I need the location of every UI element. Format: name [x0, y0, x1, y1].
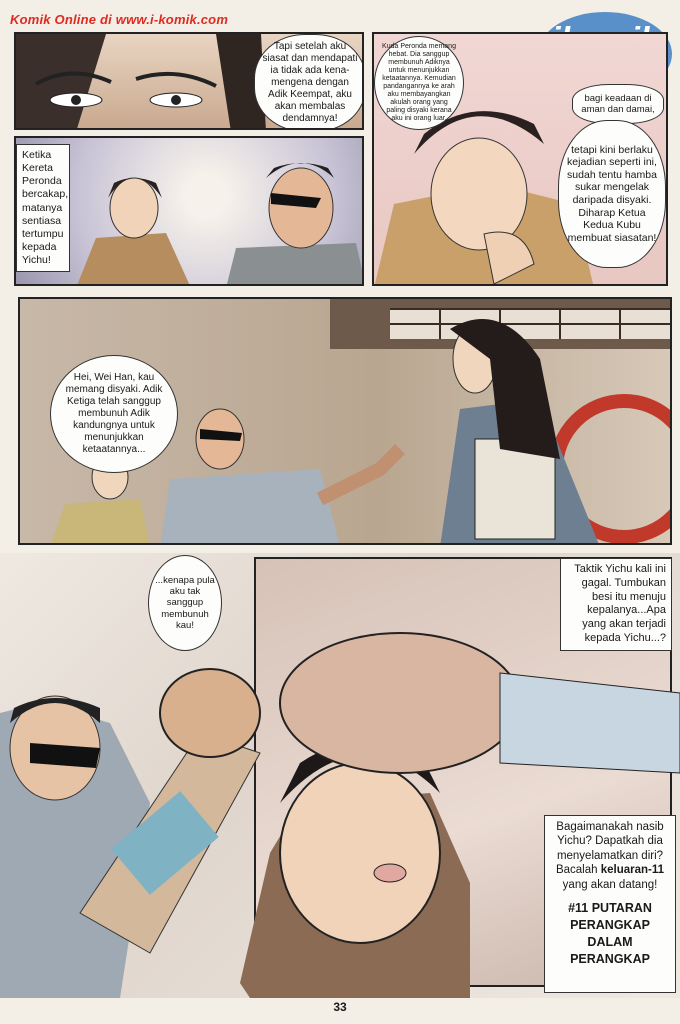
- watermark: Komik Online di www.i-komik.com: [10, 12, 229, 27]
- speech-bubble-top-fragment: bagi keadaan di aman dan damai,: [572, 84, 664, 124]
- page-number: 33: [333, 1000, 347, 1014]
- next-issue-title: #11 PUTARAN PERANGKAP DALAM PERANGKAP: [568, 900, 652, 966]
- next-issue-question: Bagaimanakah nasib Yichu? Dapatkah dia menyelamatkan diri? Bacalah: [555, 821, 664, 877]
- caption-kereta-peronda: Ketika Kereta Peronda bercakap, matanya sentiasa tertumpu kepada Yichu!: [16, 144, 70, 272]
- next-issue-suffix: yang akan datang!: [562, 878, 658, 891]
- speech-bubble-kuda-peronda: Kuda Peronda memang hebat. Dia sanggup membunuh Adiknya untuk menunjukkan ketaatannya. Kemudian pandangannya ke arah aku membayangkan akulah orang yang paling disyaki kerana aku ini orang luar.: [374, 36, 464, 130]
- speech-bubble-revenge: Tapi setelah aku siasat dan mendapati ia tidak ada kena-mengena dengan Adik Keempat, aku akan membalas dendamnya!: [254, 34, 364, 130]
- caption-next-issue: [544, 815, 676, 993]
- panel-iron-punch: [0, 553, 680, 998]
- speech-bubble-disyaki: tetapi kini berlaku kejadian seperti ini, sudah tentu hamba sukar mengelak daripada disyaki. Diharap Ketua Kedua Kubu membuat siasatan!: [558, 120, 666, 268]
- next-issue-number: keluaran-11: [600, 864, 665, 877]
- speech-bubble-wei-han: Hei, Wei Han, kau memang disyaki. Adik Ketiga telah sanggup membunuh Adik kandungnya untuk menunjukkan ketaatannya...: [50, 355, 178, 473]
- panel-kereta-peronda: [14, 136, 364, 286]
- panel-wei-han-suspected: [18, 297, 672, 545]
- panel-eyes-closeup: [14, 32, 364, 130]
- caption-taktik-gagal: Taktik Yichu kali ini gagal. Tumbukan besi itu menuju kepalanya...Apa yang akan terjadi kepada Yichu...?: [560, 558, 672, 651]
- panel-yichu-thinking: [372, 32, 668, 286]
- speech-bubble-tak-sanggup: ...kenapa pula aku tak sanggup membunuh kau!: [148, 555, 222, 651]
